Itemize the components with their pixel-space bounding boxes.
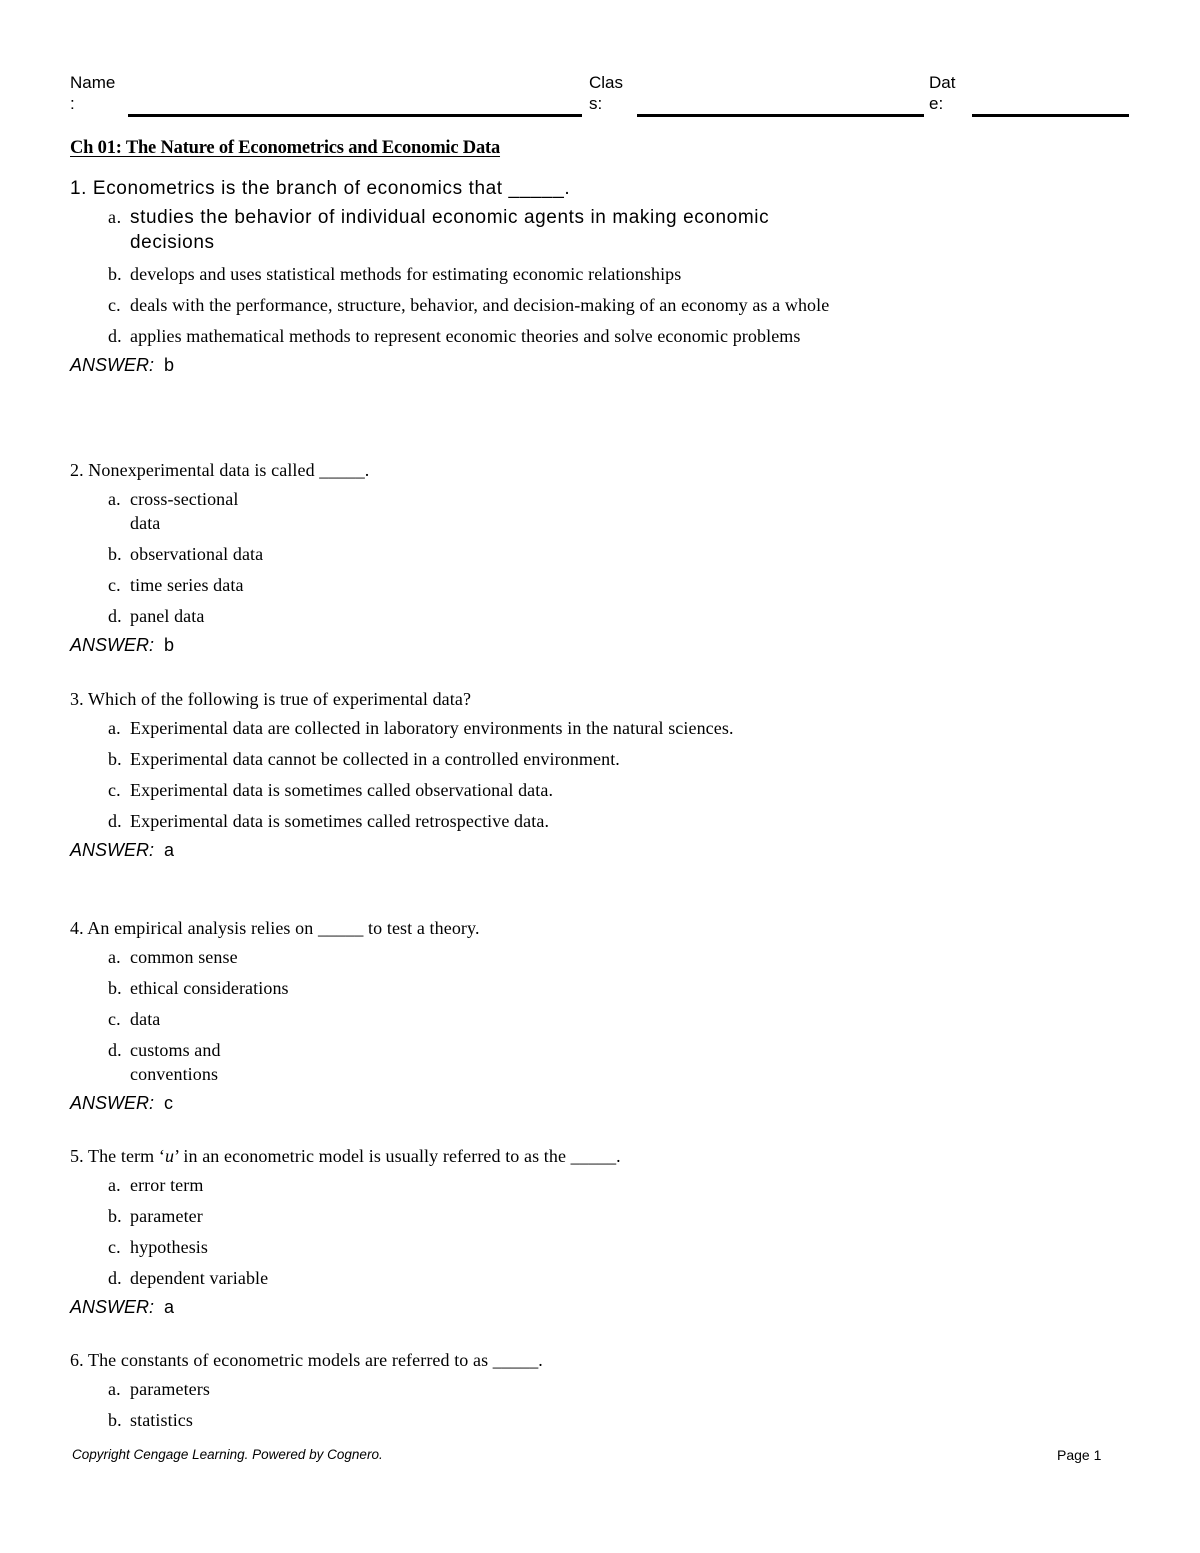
- option-letter: c.: [108, 295, 121, 315]
- option-text: error term: [130, 1175, 204, 1195]
- answer-value: a: [164, 1297, 175, 1317]
- answer-label: ANSWER:: [70, 1297, 155, 1317]
- option-text: parameters: [130, 1379, 210, 1399]
- option-text: customs and conventions: [130, 1040, 221, 1084]
- option-letter: d.: [108, 326, 122, 346]
- date-label-line2: e:: [929, 94, 944, 113]
- answer-line: [70, 633, 890, 657]
- class-field[interactable]: [637, 114, 924, 117]
- option-a: [70, 1173, 890, 1197]
- date-field[interactable]: [972, 114, 1129, 117]
- answer-label: ANSWER:: [70, 840, 155, 860]
- option-text: Experimental data cannot be collected in a controlled environment.: [130, 749, 620, 769]
- option-letter: c.: [108, 1237, 121, 1257]
- option-letter: d.: [108, 811, 122, 831]
- option-b: [70, 262, 890, 286]
- option-text: panel data: [130, 606, 205, 626]
- option-letter: b.: [108, 264, 122, 284]
- option-letter: a.: [108, 207, 122, 227]
- option-d: [70, 1038, 890, 1086]
- question-stem: 4. An empirical analysis relies on _____ to test a theory.: [70, 918, 480, 938]
- answer-line: [70, 1091, 890, 1115]
- question-1: [70, 177, 890, 377]
- page-number: Page 1: [1057, 1447, 1102, 1463]
- option-letter: b.: [108, 749, 122, 769]
- option-c: [70, 778, 890, 802]
- option-text: time series data: [130, 575, 244, 595]
- option-letter: d.: [108, 1268, 122, 1288]
- option-d: [70, 324, 890, 348]
- option-text: Experimental data is sometimes called observational data.: [130, 780, 554, 800]
- option-text: data: [130, 1009, 161, 1029]
- option-c: [70, 1235, 890, 1259]
- question-stem: 3. Which of the following is true of experimental data?: [70, 689, 472, 709]
- class-label-line2: s:: [589, 94, 603, 113]
- option-letter: d.: [108, 606, 122, 626]
- option-letter: c.: [108, 575, 121, 595]
- answer-line: [70, 1295, 890, 1319]
- option-text: hypothesis: [130, 1237, 209, 1257]
- date-label: [929, 72, 955, 114]
- option-c: [70, 573, 890, 597]
- option-text: dependent variable: [130, 1268, 269, 1288]
- option-c: [70, 293, 890, 317]
- option-d: [70, 604, 890, 628]
- option-text: cross-sectional data: [130, 489, 239, 533]
- option-text: studies the behavior of individual economic agents in making economic decisions: [130, 207, 770, 253]
- question-3: [70, 687, 890, 862]
- option-d: [70, 809, 890, 833]
- option-text: statistics: [130, 1410, 193, 1430]
- option-letter: b.: [108, 978, 122, 998]
- option-a: [70, 1377, 890, 1401]
- answer-label: ANSWER:: [70, 1093, 155, 1113]
- option-letter: a.: [108, 1379, 121, 1399]
- option-letter: c.: [108, 780, 121, 800]
- stem-text-post: ’ in an econometric model is usually referred to as the _____.: [174, 1146, 621, 1166]
- option-text: applies mathematical methods to represent economic theories and solve economic problems: [130, 326, 801, 346]
- answer-line: [70, 353, 890, 377]
- question-stem: 6. The constants of econometric models are referred to as _____.: [70, 1350, 543, 1370]
- date-label-line1: Dat: [929, 73, 956, 92]
- option-a: [70, 716, 890, 740]
- chapter-title: Ch 01: The Nature of Econometrics and Economic Data: [70, 138, 501, 158]
- option-a: [70, 205, 890, 255]
- option-b: [70, 747, 890, 771]
- option-b: [70, 542, 890, 566]
- answer-value: a: [164, 840, 175, 860]
- copyright-footer: Copyright Cengage Learning. Powered by Cognero.: [72, 1447, 383, 1462]
- option-text: observational data: [130, 544, 264, 564]
- option-text: develops and uses statistical methods for estimating economic relationships: [130, 264, 682, 284]
- answer-value: b: [164, 355, 175, 375]
- option-letter: a.: [108, 947, 121, 967]
- question-stem: [70, 1144, 890, 1168]
- answer-value: c: [164, 1093, 174, 1113]
- stem-text-pre: 5. The term ‘: [70, 1146, 165, 1166]
- question-stem: 1. Econometrics is the branch of economics that _____.: [70, 178, 571, 199]
- option-c: [70, 1007, 890, 1031]
- option-text: Experimental data is sometimes called retrospective data.: [130, 811, 550, 831]
- option-a: [70, 945, 890, 969]
- answer-value: b: [164, 635, 175, 655]
- option-text: deals with the performance, structure, behavior, and decision-making of an economy as a whole: [130, 295, 830, 315]
- stem-variable: u: [164, 1146, 175, 1166]
- class-label: [589, 72, 623, 114]
- option-letter: b.: [108, 544, 122, 564]
- question-stem: 2. Nonexperimental data is called _____.: [70, 460, 370, 480]
- option-letter: a.: [108, 489, 121, 509]
- name-label-line1: Name: [70, 73, 116, 92]
- name-field[interactable]: [128, 114, 582, 117]
- option-text: parameter: [130, 1206, 203, 1226]
- option-d: [70, 1266, 890, 1290]
- option-b: [70, 1204, 890, 1228]
- class-label-line1: Clas: [589, 73, 624, 92]
- option-letter: b.: [108, 1410, 122, 1430]
- option-letter: c.: [108, 1009, 121, 1029]
- answer-label: ANSWER:: [70, 635, 155, 655]
- option-letter: a.: [108, 1175, 121, 1195]
- question-6: [70, 1348, 890, 1439]
- option-text: Experimental data are collected in laboratory environments in the natural sciences.: [130, 718, 734, 738]
- question-4: [70, 916, 890, 1115]
- name-label-line2: :: [70, 94, 75, 113]
- name-label: [70, 72, 115, 114]
- option-b: [70, 1408, 890, 1432]
- question-2: [70, 458, 890, 657]
- option-text: common sense: [130, 947, 238, 967]
- option-letter: b.: [108, 1206, 122, 1226]
- option-text: ethical considerations: [130, 978, 289, 998]
- answer-line: [70, 838, 890, 862]
- option-letter: d.: [108, 1040, 122, 1060]
- option-letter: a.: [108, 718, 121, 738]
- question-5: [70, 1144, 890, 1319]
- option-a: [70, 487, 890, 535]
- option-b: [70, 976, 890, 1000]
- answer-label: ANSWER:: [70, 355, 155, 375]
